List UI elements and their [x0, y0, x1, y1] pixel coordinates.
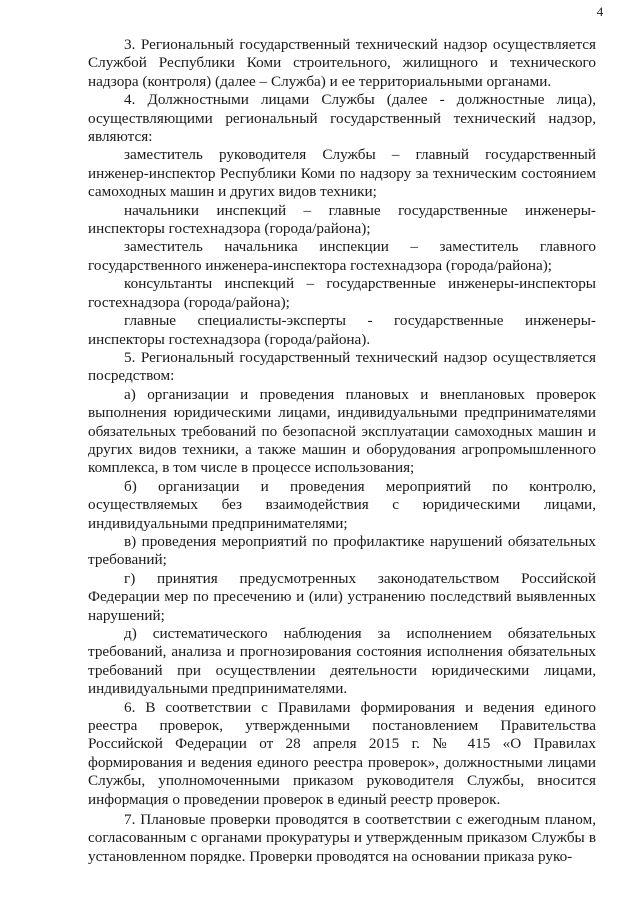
page-number: 4: [596, 4, 604, 19]
list-item-e: д) систематического наблюдения за исполнением обязательных требований, анализа и прогнозирования состояния исполнения обязательных требований при осуществлении деятельности юридическими лицами, индивидуальными предпринимателями.: [88, 625, 596, 698]
list-item-deputy-inspection-head: заместитель начальника инспекции – заместитель главного государственного инженера-инспектора гостехнадзора (города/района);: [88, 238, 596, 274]
list-item-deputy-head: заместитель руководителя Службы – главный государственный инженер-инспектор Республики Коми по надзору за техническим состоянием самоходных машин и других видов техники;: [88, 146, 596, 201]
list-item-d: г) принятия предусмотренных законодательством Российской Федерации мер по пресечению и (или) устранению последствий выявленных нарушений;: [88, 569, 596, 624]
paragraph-6-registry: 6. В соответствии с Правилами формирования и ведения единого реестра проверок, утвержденными постановлением Правительства Российской Федерации от 28 апреля 2015 г. № 415 «О Правилах формирования и ведения единого реестра проверок», должностными лицами Службы, уполномоченными приказом руководителя Службы, вносится информация о проведении проверок в единый реестр проверок.: [88, 698, 596, 808]
list-item-inspection-heads: начальники инспекций – главные государственные инженеры-инспекторы гостехнадзора (города/района);: [88, 201, 596, 238]
list-item-chief-specialists: главные специалисты-эксперты - государственные инженеры-инспекторы гостехнадзора (города/района).: [88, 312, 596, 348]
paragraph-4-officials: 4. Должностными лицами Службы (далее - должностные лица), осуществляющими региональный государственный технический надзор, являются:: [88, 91, 596, 146]
paragraph-3-regional-supervision: 3. Региональный государственный технический надзор осуществляется Службой Республики Коми строительного, жилищного и технического надзора (контроля) (далее – Служба) и ее территориальными органами.: [88, 36, 596, 90]
paragraph-7-planned-inspections: 7. Плановые проверки проводятся в соответствии с ежегодным планом, согласованным с органами прокуратуры и утвержденным приказом Службы в установленном порядке. Проверки проводятся на основании приказа руко-: [88, 811, 596, 865]
list-item-b: б) организации и проведения мероприятий по контролю, осуществляемых без взаимодействия с юридическими лицами, индивидуальными предпринимателями;: [88, 477, 596, 532]
list-item-consultants: консультанты инспекций – государственные инженеры-инспекторы гостехнадзора (города/района);: [88, 275, 596, 311]
list-item-c: в) проведения мероприятий по профилактике нарушений обязательных требований;: [88, 532, 596, 569]
list-item-a: а) организации и проведения плановых и внеплановых проверок выполнения юридическими лицами, индивидуальными предпринимателями обязательных требований по безопасной эксплуатации самоходных машин и других видов техники, а также машин и оборудования агропромышленного комплекса, в том числе в процессе использования;: [88, 385, 596, 477]
document-body: [88, 36, 596, 866]
paragraph-5-means: 5. Региональный государственный технический надзор осуществляется посредством:: [88, 348, 596, 385]
